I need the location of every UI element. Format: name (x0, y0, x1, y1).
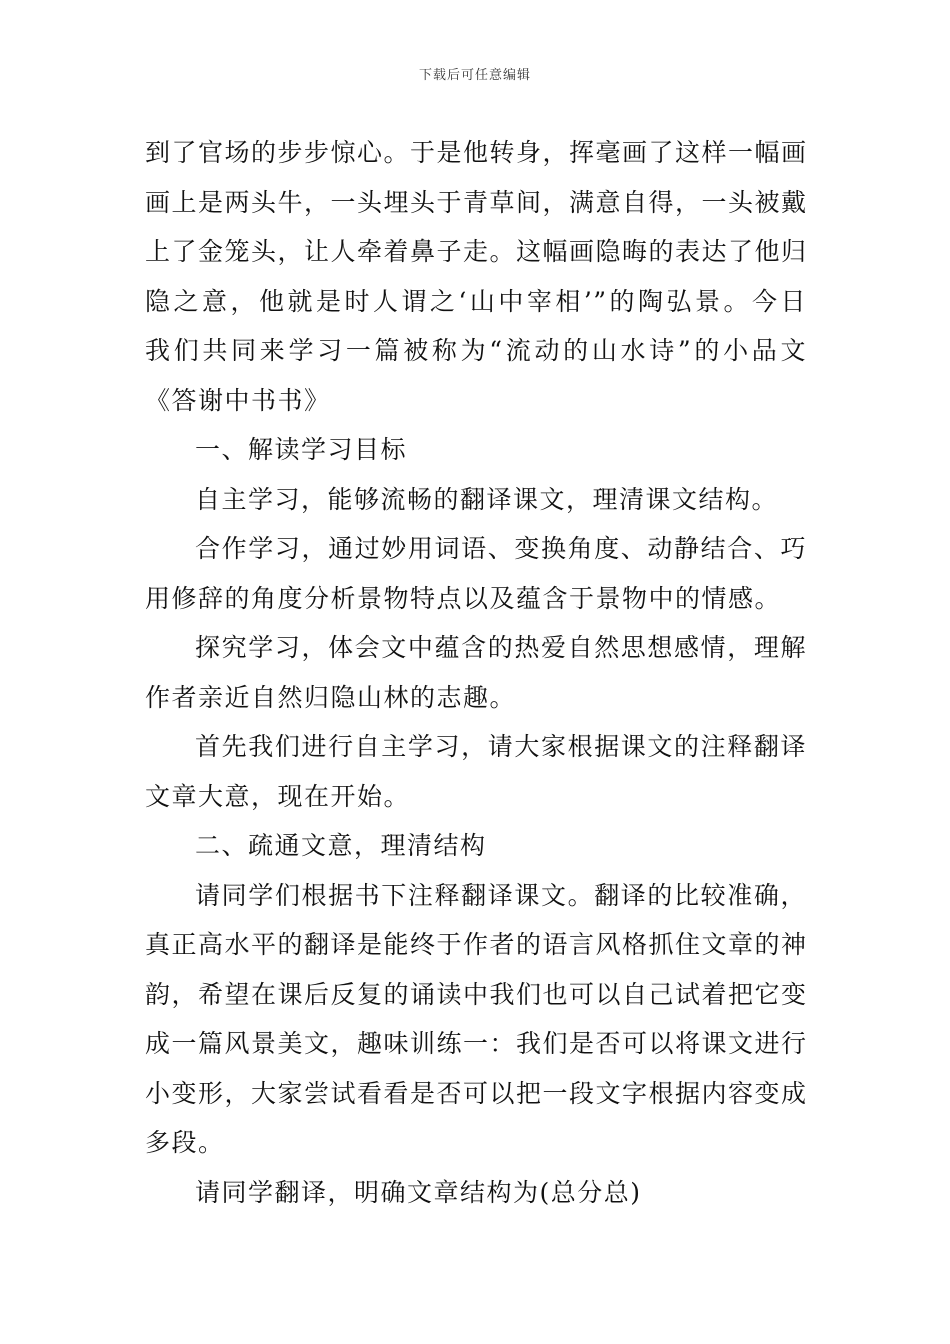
text-line: 成一篇风景美文，趣味训练一：我们是否可以将课文进行 (145, 1029, 808, 1058)
text-line: 画上是两头牛，一头埋头于青草间，满意自得，一头被戴 (145, 187, 808, 217)
text-line: 《答谢中书书》 (145, 385, 331, 415)
document-body (145, 128, 807, 1217)
text-line: 韵，希望在课后反复的诵读中我们也可以自己试着把它变 (145, 979, 808, 1009)
text-line: 我们共同来学习一篇被称为“流动的山水诗”的小品文 (145, 336, 807, 365)
text-line: 多段。 (145, 1128, 225, 1157)
text-line: 自主学习，能够流畅的翻译课文，理清课文结构。 (195, 484, 779, 514)
text-line: 合作学习，通过妙用词语、变换角度、动静结合、巧 (195, 534, 807, 563)
text-line: 用修辞的角度分析景物特点以及蕴含于景物中的情感。 (145, 583, 782, 613)
text-line: 作者亲近自然归隐山林的志趣。 (145, 682, 517, 712)
text-line: 真正高水平的翻译是能终于作者的语言风格抓住文章的神 (145, 930, 808, 959)
page-header: 下载后可任意编辑 (418, 68, 531, 83)
text-line: 请同学翻译，明确文章结构为(总分总) (195, 1177, 642, 1207)
text-line: 文章大意，现在开始。 (145, 781, 411, 811)
text-line: 到了官场的步步惊心。于是他转身，挥毫画了这样一幅画 (145, 138, 808, 167)
text-line: 上了金笼头，让人牵着鼻子走。这幅画隐晦的表达了他归 (145, 237, 808, 266)
section-heading: 一、解读学习目标 (195, 435, 408, 464)
text-line: 隐之意，他就是时人谓之‘山中宰相’”的陶弘景。今日 (145, 286, 807, 316)
text-line: 首先我们进行自主学习，请大家根据课文的注释翻译 (195, 732, 807, 761)
text-line: 探究学习，体会文中蕴含的热爱自然思想感情，理解 (195, 633, 807, 662)
text-line: 小变形，大家尝试看看是否可以把一段文字根据内容变成 (145, 1078, 808, 1108)
section-heading: 二、疏通文意，理清结构 (195, 831, 487, 860)
text-line: 请同学们根据书下注释翻译课文。翻译的比较准确， (195, 880, 807, 910)
